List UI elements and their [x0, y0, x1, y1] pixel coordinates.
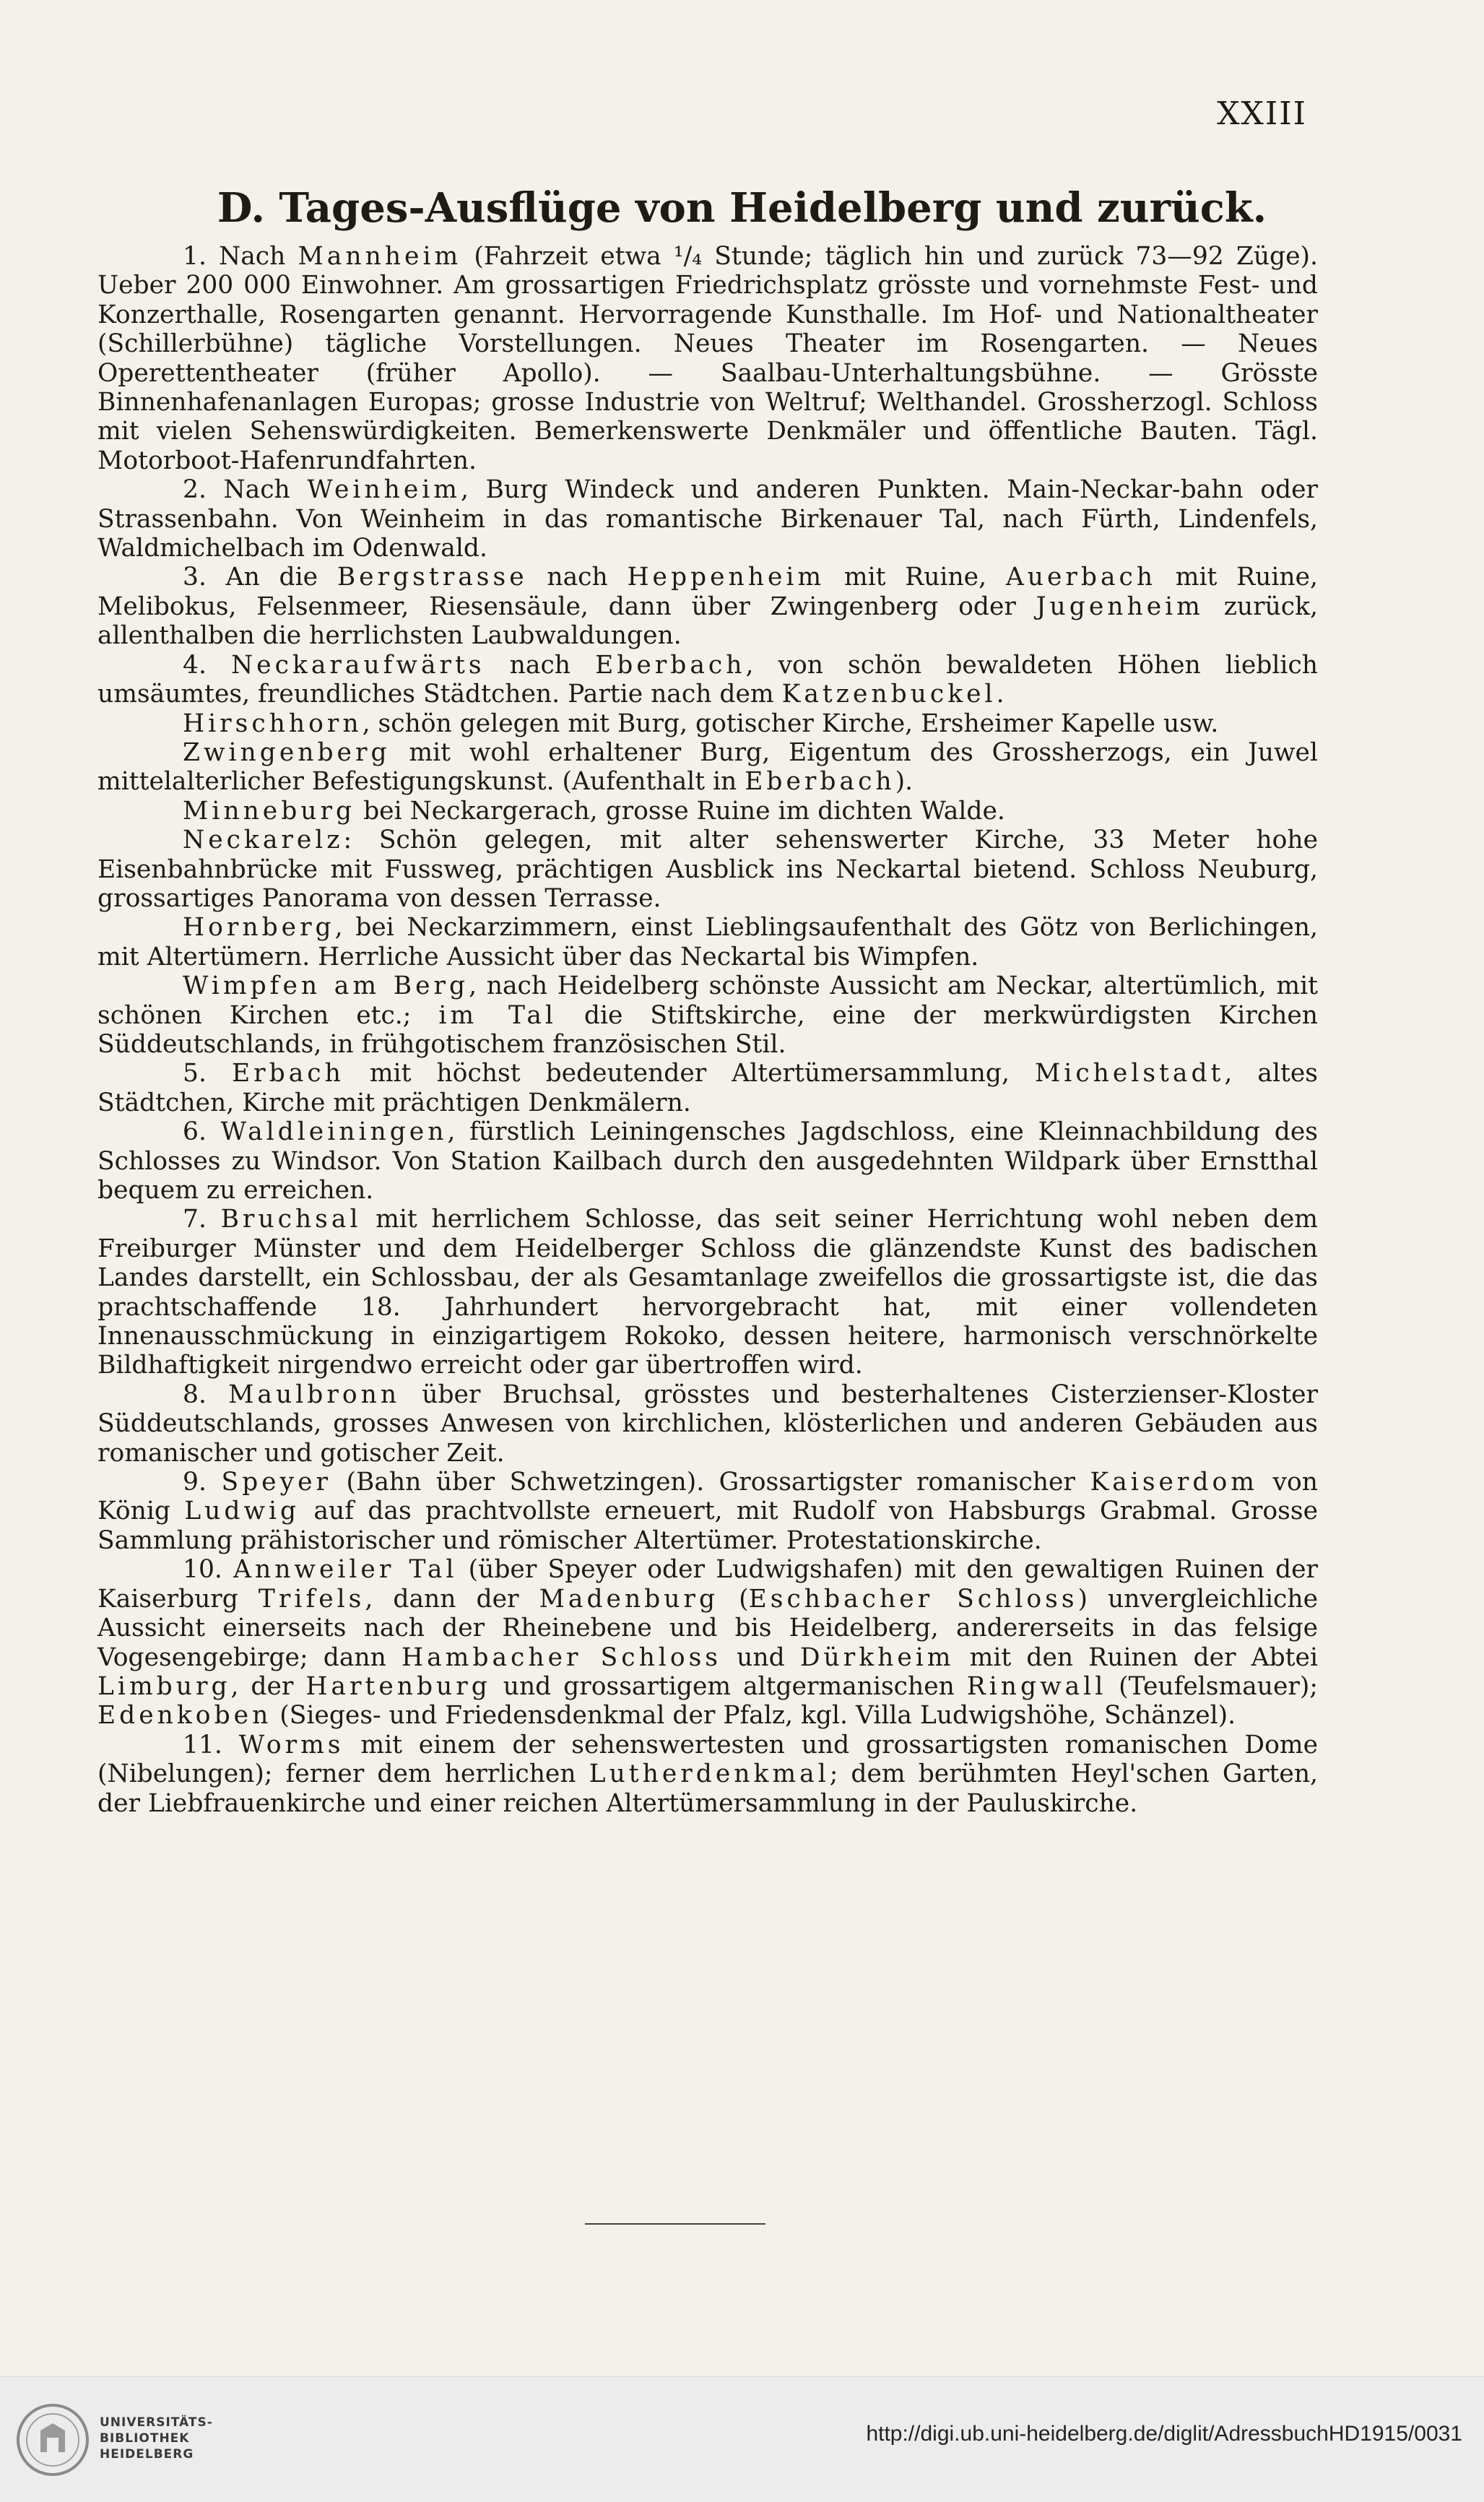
- paragraph: [97, 1205, 1318, 1380]
- spaced-place-name: Worms: [238, 1730, 344, 1759]
- paragraph: [97, 651, 1318, 709]
- spaced-place-name: Edenkoben: [97, 1701, 272, 1731]
- library-line: UNIVERSITÄTS-: [100, 2415, 213, 2430]
- text-run: und grossartigem altgermanischen: [490, 1671, 967, 1701]
- text-run: (Fahrzeit etwa ¹/₄ Stunde; täglich hin und zurück 73—92 Züge). Ueber 200 000 Einwohner. Am grossartigen Friedrichsplatz grösste und vornehmste Fest- und Konzerthalle, Rosengarten genannt. Hervorragende Kunsthalle. Im Hof- und Nationaltheater (Schillerbühne) tägliche Vorstellungen. Neues Theater im Rosengarten. — Neues Operettentheater (früher Apollo). — Saalbau-Unterhaltungsbühne. — Grösste Binnenhafenanlagen Europas; grosse Industrie von Weltruf; Welthandel. Grossherzogl. Schloss mit vielen Sehenswürdigkeiten. Bemerkenswerte Denkmäler und öffentliche Bauten. Tägl. Motorboot-Hafenrundfahrten.: [97, 242, 1318, 475]
- text-run: , Burg Windeck und anderen Punkten. Main-Neckar-bahn oder Strassenbahn. Von Weinheim in das romantische Birkenauer Tal, nach Fürth, Lindenfels, Waldmichelbach im Odenwald.: [97, 475, 1318, 563]
- text-run: mit einem der sehenswertesten und grossartigsten romanischen Dome (Nibelungen); ferner dem herrlichen: [97, 1730, 1318, 1789]
- paragraph: [97, 1555, 1318, 1730]
- text-run: 11.: [183, 1730, 239, 1759]
- text-run: 8.: [183, 1380, 229, 1409]
- text-run: 4.: [183, 650, 231, 680]
- spaced-place-name: Heppenheim: [627, 563, 825, 592]
- text-run: , schön gelegen mit Burg, gotischer Kirche, Ersheimer Kapelle usw.: [362, 709, 1219, 738]
- paragraph: [97, 1731, 1318, 1818]
- paragraph: [97, 826, 1318, 913]
- text-run: zurück, allenthalben die herrlichsten Laubwaldungen.: [97, 592, 1318, 651]
- text-run: ) unvergleichliche Aussicht einerseits nach der Rheinebene und bis Heidelberg, andererseits in das felsige Vogesengebirge; dann: [97, 1584, 1319, 1672]
- spaced-place-name: Maulbronn: [228, 1380, 401, 1409]
- text-run: die Stiftskirche, eine der merkwürdigsten Kirchen Süddeutschlands, in frühgotischem französischen Stil.: [97, 1000, 1318, 1059]
- spaced-place-name: Neckaraufwärts: [230, 650, 485, 680]
- paragraph: [97, 475, 1318, 563]
- text-run: mit herrlichem Schlosse, das seit seiner Herrichtung wohl neben dem Freiburger Münster und dem Heidelberger Schloss die glänzendste Kunst des badischen Landes darstellt, ein Schlossbau, der als Gesamtanlage zweifellos die grossartigste ist, die das prachtschaffende 18. Jahrhundert hervorgebracht hat, mit einer vollendeten Innenausschmückung in einzigartigem Rokoko, dessen heitere, harmonisch verschnörkelte Bildhaftigkeit nirgendwo erreicht oder gar übertroffen wird.: [97, 1205, 1319, 1380]
- paragraph: [97, 1468, 1318, 1555]
- spaced-place-name: Katzenbuckel: [781, 680, 997, 709]
- spaced-place-name: Trifels: [258, 1584, 365, 1614]
- text-run: (Sieges- und Friedensdenkmal der Pfalz, kgl. Villa Ludwigshöhe, Schänzel).: [272, 1701, 1236, 1731]
- spaced-place-name: Kaiserdom: [1090, 1468, 1258, 1497]
- text-run: (Teufelsmauer);: [1106, 1671, 1318, 1701]
- spaced-place-name: Neckarelz: [183, 826, 344, 855]
- text-run: (über Speyer oder Ludwigshafen) mit den gewaltigen Ruinen der Kaiserburg: [97, 1555, 1318, 1614]
- text-run: , dann der: [365, 1584, 539, 1614]
- text-run: ; dem berühmten Heyl'schen Garten, der Liebfrauenkirche und einer reichen Altertümersammlung in der Pauluskirche.: [97, 1759, 1318, 1818]
- spaced-place-name: Hirschhorn: [183, 709, 363, 738]
- paragraph: [97, 709, 1318, 738]
- spaced-place-name: Hartenburg: [305, 1671, 491, 1701]
- spaced-place-name: Madenburg: [539, 1584, 719, 1614]
- text-run: auf das prachtvollste erneuert, mit Rudolf von Habsburgs Grabmal. Grosse Sammlung prähistorischer und römischer Altertümer. Protestationskirche.: [97, 1497, 1318, 1555]
- text-run: bei Neckargerach, grosse Ruine im dichten Walde.: [355, 796, 1005, 826]
- spaced-place-name: Auerbach: [1005, 563, 1157, 592]
- page-number: XXIII: [1217, 95, 1307, 132]
- text-run: (: [719, 1584, 749, 1614]
- paragraph: [97, 1059, 1318, 1117]
- paragraph: [97, 738, 1318, 797]
- spaced-place-name: Ringwall: [966, 1671, 1107, 1701]
- paragraph: [97, 242, 1318, 475]
- spaced-place-name: Dürkheim: [799, 1642, 955, 1672]
- text-run: mit den Ruinen der Abtei: [954, 1642, 1318, 1672]
- text-run: mit Ruine,: [825, 563, 1006, 592]
- library-line: HEIDELBERG: [100, 2447, 194, 2462]
- spaced-place-name: Zwingenberg: [183, 737, 391, 767]
- university-library-seal-icon: [13, 2400, 92, 2480]
- text-run: , von schön bewaldeten Höhen lieblich umsäumtes, freundliches Städtchen. Partie nach dem: [97, 650, 1318, 709]
- spaced-place-name: Bruchsal: [220, 1205, 362, 1234]
- spaced-place-name: Limburg: [97, 1671, 231, 1701]
- text-run: mit höchst bedeutender Altertümersammlung,: [344, 1059, 1035, 1088]
- text-run: , altes Städtchen, Kirche mit prächtigen Denkmälern.: [97, 1059, 1318, 1117]
- spaced-place-name: Mannheim: [298, 242, 462, 271]
- spaced-place-name: Erbach: [231, 1059, 344, 1088]
- spaced-place-name: Hornberg: [183, 913, 335, 943]
- spaced-place-name: Eberbach: [745, 767, 895, 797]
- text-run: 3. An die: [183, 563, 337, 592]
- text-run: 6.: [183, 1117, 221, 1147]
- spaced-place-name: Waldleiningen: [220, 1117, 448, 1147]
- spaced-place-name: Bergstrasse: [337, 563, 528, 592]
- paragraph: [97, 797, 1318, 826]
- spaced-place-name: Eberbach: [595, 650, 746, 680]
- text-run: 7.: [183, 1205, 221, 1234]
- text-run: 10.: [183, 1555, 234, 1585]
- divider: [585, 2223, 765, 2225]
- paragraph: [97, 563, 1318, 650]
- text-run: 5.: [183, 1059, 232, 1088]
- text-run: über Bruchsal, grösstes und besterhaltenes Cisterzienser-Kloster Süddeutschlands, grosses Anwesen von kirchlichen, klösterlichen und anderen Gebäuden aus romanischer und gotischer Zeit.: [97, 1380, 1318, 1468]
- text-run: 9.: [183, 1468, 222, 1497]
- text-run: , der: [230, 1671, 306, 1701]
- spaced-place-name: Ludwig: [184, 1497, 300, 1526]
- text-run: mit wohl erhaltener Burg, Eigentum des Grossherzogs, ein Juwel mittelalterlicher Befestigungskunst. (Aufenthalt in: [97, 737, 1318, 797]
- source-url[interactable]: http://digi.ub.uni-heidelberg.de/diglit/AdressbuchHD1915/0031: [866, 2422, 1462, 2446]
- text-run: : Schön gelegen, mit alter sehenswerter Kirche, 33 Meter hohe Eisenbahnbrücke mit Fussweg, prächtigen Ausblick ins Neckartal bietend. Schloss Neuburg, grossartiges Panorama von dessen Terrasse.: [97, 826, 1318, 913]
- text-run: , fürstlich Leiningensches Jagdschloss, eine Kleinnachbildung des Schlosses zu Windsor. Von Station Kailbach durch den ausgedehnten Wildpark über Ernstthal bequem zu erreichen.: [97, 1117, 1318, 1205]
- text-run: ).: [895, 767, 914, 797]
- text-run: 1. Nach: [183, 242, 298, 271]
- body-text: [97, 242, 1318, 1818]
- paragraph: [97, 971, 1318, 1059]
- footer-bar: [0, 2376, 1484, 2502]
- spaced-place-name: Hambacher Schloss: [402, 1642, 722, 1672]
- paragraph: [97, 1380, 1318, 1468]
- spaced-place-name: Eschbacher Schloss: [748, 1584, 1078, 1614]
- section-heading: D. Tages-Ausflüge von Heidelberg und zurück.: [217, 184, 1267, 232]
- spaced-place-name: Jugenheim: [1036, 592, 1204, 621]
- spaced-place-name: Weinheim: [307, 475, 461, 505]
- text-run: , nach Heidelberg schönste Aussicht am Neckar, altertümlich, mit schönen Kirchen etc.;: [97, 971, 1318, 1030]
- library-line: BIBLIOTHEK: [100, 2431, 190, 2446]
- paragraph: [97, 1117, 1318, 1205]
- text-run: , bei Neckarzimmern, einst Lieblingsaufenthalt des Götz von Berlichingen, mit Altertümern. Herrliche Aussicht über das Neckartal bis Wimpfen.: [97, 913, 1318, 971]
- spaced-place-name: Michelstadt: [1034, 1059, 1225, 1088]
- text-run: mit Ruine, Melibokus, Felsenmeer, Riesensäule, dann über Zwingenberg oder: [97, 563, 1318, 621]
- spaced-place-name: Lutherdenkmal: [589, 1759, 830, 1789]
- text-run: .: [996, 680, 1004, 709]
- spaced-place-name: Minneburg: [183, 796, 356, 826]
- text-run: (Bahn über Schwetzingen). Grossartigster romanischer: [331, 1468, 1090, 1497]
- text-run: nach: [527, 563, 628, 592]
- spaced-place-name: Wimpfen am Berg: [183, 971, 469, 1001]
- paragraph: [97, 913, 1318, 971]
- spaced-place-name: Annweiler Tal: [233, 1555, 458, 1585]
- text-run: 2. Nach: [183, 475, 308, 505]
- text-run: und: [721, 1642, 800, 1672]
- text-run: nach: [485, 650, 596, 680]
- text-run: von König: [97, 1468, 1319, 1526]
- spaced-place-name: im Tal: [438, 1000, 557, 1030]
- library-name: [100, 2415, 213, 2462]
- spaced-place-name: Speyer: [221, 1468, 331, 1497]
